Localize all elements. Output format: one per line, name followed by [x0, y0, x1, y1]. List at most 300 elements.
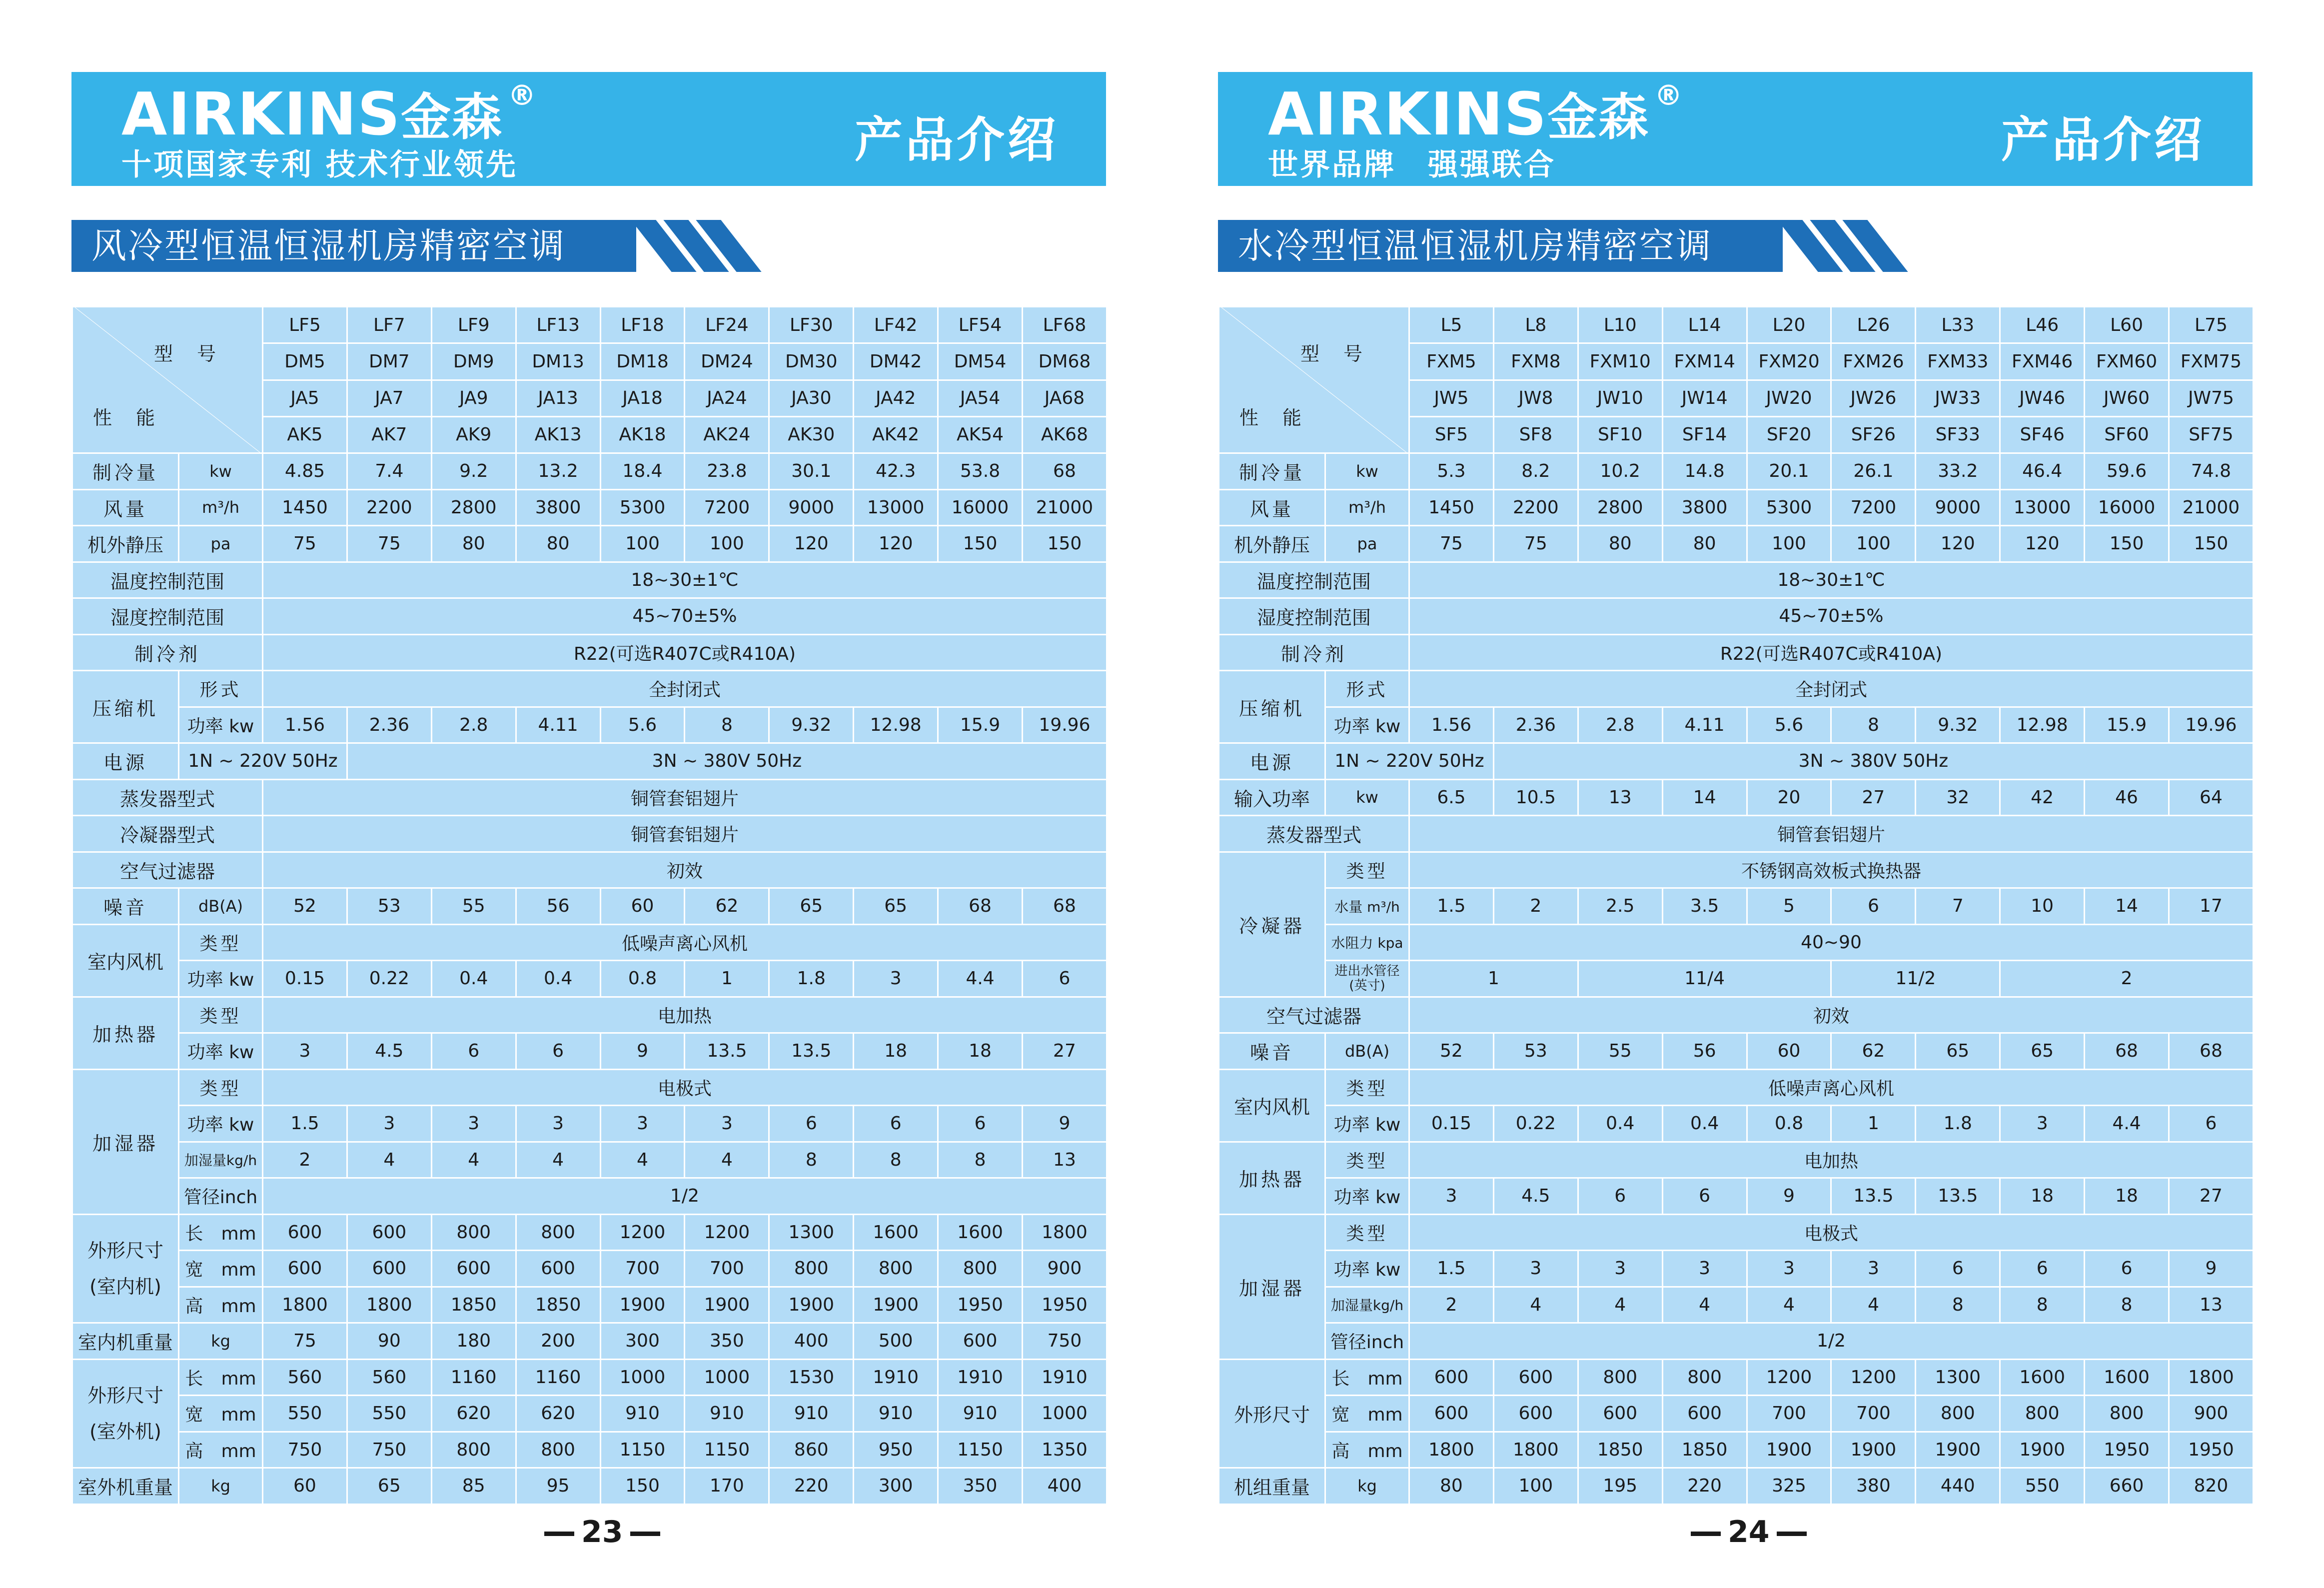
value-cell: 5.3 — [1409, 453, 1494, 490]
value-cell: 550 — [2000, 1468, 2085, 1505]
value-cell: 5 — [1747, 888, 1831, 925]
value-cell: 15.9 — [2085, 707, 2169, 743]
value-cell: 1160 — [431, 1359, 516, 1396]
sub-label: 功率 kw — [179, 707, 263, 743]
value-cell: 27 — [1831, 779, 1916, 816]
value-cell: 9 — [1023, 1106, 1107, 1142]
value-cell: 4.11 — [516, 707, 600, 743]
row-label: 温度控制范围 — [1219, 562, 1409, 598]
value-cell: 1800 — [347, 1287, 431, 1323]
sub-label: 长 mm — [179, 1359, 263, 1396]
table-row — [72, 1468, 1107, 1505]
row-label: 压缩机 — [1219, 671, 1325, 743]
model-cell: FXM8 — [1493, 343, 1578, 380]
value-cell: 120 — [769, 526, 854, 562]
section-title: 水冷型恒温恒湿机房精密空调 — [1218, 220, 1783, 272]
value-cell: 6 — [2169, 1106, 2254, 1142]
value-cell: 13 — [1578, 779, 1662, 816]
row-label: 噪音 — [72, 888, 179, 925]
value-cell: 铜管套铝翅片 — [263, 816, 1107, 852]
value-cell: 195 — [1578, 1468, 1662, 1505]
value-cell: 620 — [516, 1396, 600, 1432]
table-row — [72, 598, 1107, 635]
value-cell: 68 — [1023, 888, 1107, 925]
value-cell: 6 — [2000, 1251, 2085, 1287]
value-cell: 12.98 — [854, 707, 938, 743]
value-cell: 18.4 — [600, 453, 685, 490]
value-cell: 2 — [1493, 888, 1578, 925]
row-label: 压缩机 — [72, 671, 179, 743]
unit-cell: kg — [179, 1323, 263, 1360]
value-cell: 低噪声离心风机 — [1409, 1069, 2254, 1106]
value-cell: 电加热 — [263, 997, 1107, 1033]
value-cell: 8 — [1831, 707, 1916, 743]
value-cell: 45~70±5% — [263, 598, 1107, 635]
value-cell: 4.11 — [1662, 707, 1747, 743]
table-row — [72, 453, 1107, 490]
table-row — [1219, 1287, 2254, 1323]
value-cell: 4 — [685, 1142, 769, 1178]
value-cell: 80 — [1409, 1468, 1494, 1505]
value-cell: 1350 — [1023, 1432, 1107, 1468]
table-row — [72, 634, 1107, 671]
value-cell: 1850 — [1578, 1432, 1662, 1468]
value-cell: 74.8 — [2169, 453, 2254, 490]
value-cell: 3800 — [1662, 489, 1747, 526]
model-cell: L26 — [1831, 307, 1916, 343]
sub-label: 管径inch — [1325, 1323, 1409, 1360]
value-cell: 6 — [769, 1106, 854, 1142]
sub-label: 功率 kw — [1325, 1178, 1409, 1215]
model-cell: FXM26 — [1831, 343, 1916, 380]
value-cell: 910 — [854, 1396, 938, 1432]
value-cell: 750 — [1023, 1323, 1107, 1360]
value-cell: 68 — [1023, 453, 1107, 490]
sub-label: 类型 — [1325, 1214, 1409, 1251]
value-cell: 600 — [1493, 1396, 1578, 1432]
value-cell: 1850 — [516, 1287, 600, 1323]
value-cell: 1300 — [769, 1214, 854, 1251]
row-label: 温度控制范围 — [72, 562, 263, 598]
value-cell: 620 — [431, 1396, 516, 1432]
table-row — [72, 1251, 1107, 1287]
value-cell: 52 — [263, 888, 347, 925]
value-cell: 6.5 — [1409, 779, 1494, 816]
value-cell: 3 — [1747, 1251, 1831, 1287]
value-cell: 1600 — [2085, 1359, 2169, 1396]
value-cell: 1.56 — [263, 707, 347, 743]
value-cell: 3 — [431, 1106, 516, 1142]
value-cell: 13.5 — [769, 1033, 854, 1070]
value-cell: 1/2 — [263, 1178, 1107, 1215]
row-label: 输入功率 — [1219, 779, 1325, 816]
table-row — [72, 1069, 1107, 1106]
value-cell: 170 — [685, 1468, 769, 1505]
value-cell: 18~30±1℃ — [1409, 562, 2254, 598]
value-cell: 3 — [854, 961, 938, 997]
value-cell: 4 — [516, 1142, 600, 1178]
value-cell: 0.4 — [1578, 1106, 1662, 1142]
value-cell: 4.4 — [938, 961, 1023, 997]
value-cell: 铜管套铝翅片 — [263, 779, 1107, 816]
diagonal-line — [1221, 307, 1406, 452]
value-cell: 600 — [938, 1323, 1023, 1360]
value-cell: 1800 — [263, 1287, 347, 1323]
value-cell: 910 — [938, 1396, 1023, 1432]
table-row — [72, 1142, 1107, 1178]
table-row — [1219, 888, 2254, 925]
value-cell: 10.5 — [1493, 779, 1578, 816]
row-label: 机外静压 — [1219, 526, 1325, 562]
row-label: 空气过滤器 — [72, 852, 263, 888]
value-cell: 910 — [600, 1396, 685, 1432]
value-cell: 9.32 — [1916, 707, 2000, 743]
value-cell: 13000 — [2000, 489, 2085, 526]
sub-label: 功率 kw — [1325, 1106, 1409, 1142]
row-label: 外形尺寸 (室内机) — [72, 1214, 179, 1323]
value-cell: 初效 — [263, 852, 1107, 888]
table-row — [1219, 1069, 2254, 1106]
row-label: 外形尺寸 — [1219, 1359, 1325, 1468]
value-cell: 3 — [1662, 1251, 1747, 1287]
value-cell: 100 — [1747, 526, 1831, 562]
value-cell: 27 — [2169, 1178, 2254, 1215]
table-row — [72, 307, 1107, 343]
value-cell: 0.8 — [1747, 1106, 1831, 1142]
value-cell: 95 — [516, 1468, 600, 1505]
value-cell: 电极式 — [263, 1069, 1107, 1106]
value-cell: 8.2 — [1493, 453, 1578, 490]
value-cell: 2200 — [1493, 489, 1578, 526]
header-perf-label: 性能 — [93, 407, 179, 429]
value-cell: 9 — [2169, 1251, 2254, 1287]
value-cell: 6 — [1578, 1178, 1662, 1215]
value-cell: 60 — [1747, 1033, 1831, 1070]
value-cell: 700 — [685, 1251, 769, 1287]
sub-label: 高 mm — [179, 1432, 263, 1468]
sub-label: 水量 m³/h — [1325, 888, 1409, 925]
value-cell: 电极式 — [1409, 1214, 2254, 1251]
row-label: 风量 — [1219, 489, 1325, 526]
value-cell: 350 — [938, 1468, 1023, 1505]
model-cell: JA68 — [1023, 380, 1107, 416]
value-cell: 8 — [938, 1142, 1023, 1178]
value-cell: 0.15 — [1409, 1106, 1494, 1142]
table-row — [72, 489, 1107, 526]
value-cell: 铜管套铝翅片 — [1409, 816, 2254, 852]
row-label: 噪音 — [1219, 1033, 1325, 1070]
value-cell: 21000 — [2169, 489, 2254, 526]
table-row — [1219, 707, 2254, 743]
model-cell: FXM60 — [2085, 343, 2169, 380]
model-cell: JW10 — [1578, 380, 1662, 416]
model-cell: AK7 — [347, 416, 431, 453]
model-cell: LF13 — [516, 307, 600, 343]
value-cell: 17 — [2169, 888, 2254, 925]
value-cell: 1N ~ 220V 50Hz — [179, 743, 347, 780]
table-row — [1219, 816, 2254, 852]
value-cell: 21000 — [1023, 489, 1107, 526]
value-cell: 560 — [347, 1359, 431, 1396]
table-row — [1219, 1033, 2254, 1070]
model-cell: L60 — [2085, 307, 2169, 343]
model-cell: DM7 — [347, 343, 431, 380]
value-cell: 8 — [1916, 1287, 2000, 1323]
value-cell: 80 — [1578, 526, 1662, 562]
value-cell: 1900 — [1747, 1432, 1831, 1468]
value-cell: 800 — [2000, 1396, 2085, 1432]
value-cell: 120 — [1916, 526, 2000, 562]
value-cell: 7 — [1916, 888, 2000, 925]
unit-cell: m³/h — [1325, 489, 1409, 526]
value-cell: 4 — [1493, 1287, 1578, 1323]
model-cell: LF42 — [854, 307, 938, 343]
table-row — [72, 1033, 1107, 1070]
value-cell: 52 — [1409, 1033, 1494, 1070]
value-cell: 800 — [1662, 1359, 1747, 1396]
value-cell: 800 — [1578, 1359, 1662, 1396]
value-cell: 80 — [1662, 526, 1747, 562]
value-cell: 220 — [769, 1468, 854, 1505]
value-cell: 16000 — [938, 489, 1023, 526]
sub-label: 宽 mm — [179, 1396, 263, 1432]
table-row — [1219, 1251, 2254, 1287]
table-row — [1219, 852, 2254, 888]
value-cell: 62 — [685, 888, 769, 925]
value-cell: 18 — [938, 1033, 1023, 1070]
value-cell: 800 — [431, 1432, 516, 1468]
model-cell: FXM14 — [1662, 343, 1747, 380]
value-cell: 700 — [1747, 1396, 1831, 1432]
table-row — [72, 816, 1107, 852]
header-banner — [1218, 72, 2253, 186]
value-cell: 75 — [1493, 526, 1578, 562]
header-diagonal-cell — [1219, 307, 1409, 453]
value-cell: 2.8 — [1578, 707, 1662, 743]
value-cell: 1200 — [685, 1214, 769, 1251]
model-cell: JA42 — [854, 380, 938, 416]
value-cell: 1950 — [2169, 1432, 2254, 1468]
value-cell: 0.15 — [263, 961, 347, 997]
value-cell: 2.8 — [431, 707, 516, 743]
value-cell: 10 — [2000, 888, 2085, 925]
model-cell: DM68 — [1023, 343, 1107, 380]
model-cell: AK54 — [938, 416, 1023, 453]
value-cell: 4 — [600, 1142, 685, 1178]
value-cell: 6 — [1916, 1251, 2000, 1287]
value-cell: 32 — [1916, 779, 2000, 816]
table-row — [72, 1359, 1107, 1396]
spec-table — [71, 306, 1108, 1505]
value-cell: 1910 — [1023, 1359, 1107, 1396]
value-cell: 55 — [1578, 1033, 1662, 1070]
slogan: 十项国家专利 技术行业领先 — [121, 147, 518, 182]
value-cell: 750 — [347, 1432, 431, 1468]
value-cell: 19.96 — [2169, 707, 2254, 743]
model-cell: LF18 — [600, 307, 685, 343]
model-cell: JA54 — [938, 380, 1023, 416]
value-cell: 9.32 — [769, 707, 854, 743]
model-cell: L20 — [1747, 307, 1831, 343]
row-label: 制冷量 — [72, 453, 179, 490]
header-diagonal-cell — [72, 307, 263, 453]
value-cell: 6 — [1831, 888, 1916, 925]
table-row — [1219, 1106, 2254, 1142]
value-cell: 1950 — [1023, 1287, 1107, 1323]
value-cell: 600 — [1409, 1396, 1494, 1432]
value-cell: 400 — [1023, 1468, 1107, 1505]
model-cell: SF26 — [1831, 416, 1916, 453]
model-cell: SF8 — [1493, 416, 1578, 453]
value-cell: 初效 — [1409, 997, 2254, 1033]
value-cell: 3N ~ 380V 50Hz — [1493, 743, 2253, 780]
value-cell: 75 — [263, 1323, 347, 1360]
value-cell: 2 — [1409, 1287, 1494, 1323]
value-cell: 3 — [347, 1106, 431, 1142]
value-cell: 53.8 — [938, 453, 1023, 490]
model-cell: SF60 — [2085, 416, 2169, 453]
sub-label: 类型 — [1325, 1142, 1409, 1178]
model-cell: SF75 — [2169, 416, 2254, 453]
sub-label: 功率 kw — [179, 961, 263, 997]
value-cell: 1900 — [2000, 1432, 2085, 1468]
value-cell: 6 — [431, 1033, 516, 1070]
table-row — [72, 671, 1107, 707]
value-cell: 5300 — [600, 489, 685, 526]
value-cell: 1910 — [938, 1359, 1023, 1396]
value-cell: 46.4 — [2000, 453, 2085, 490]
value-cell: R22(可选R407C或R410A) — [1409, 634, 2254, 671]
value-cell: 1/2 — [1409, 1323, 2254, 1360]
model-cell: JA7 — [347, 380, 431, 416]
table-row — [1219, 562, 2254, 598]
value-cell: 53 — [1493, 1033, 1578, 1070]
brand-logo: AIRKINS金森 ® — [121, 79, 537, 148]
table-row — [72, 888, 1107, 925]
value-cell: 180 — [431, 1323, 516, 1360]
value-cell: 1.5 — [1409, 888, 1494, 925]
model-cell: JA5 — [263, 380, 347, 416]
value-cell: 13 — [1023, 1142, 1107, 1178]
model-cell: JW8 — [1493, 380, 1578, 416]
sub-label: 类型 — [179, 924, 263, 961]
value-cell: 100 — [685, 526, 769, 562]
value-cell: 0.4 — [516, 961, 600, 997]
value-cell: 13000 — [854, 489, 938, 526]
model-cell: DM18 — [600, 343, 685, 380]
slogan: 世界品牌 强强联合 — [1268, 147, 1556, 182]
value-cell: 600 — [263, 1251, 347, 1287]
row-label: 制冷量 — [1219, 453, 1325, 490]
model-cell: AK18 — [600, 416, 685, 453]
value-cell: 660 — [2085, 1468, 2169, 1505]
unit-cell: kg — [179, 1468, 263, 1505]
value-cell: 1910 — [854, 1359, 938, 1396]
value-cell: 0.8 — [600, 961, 685, 997]
value-cell: 600 — [263, 1214, 347, 1251]
value-cell: 1850 — [431, 1287, 516, 1323]
unit-cell: kw — [179, 453, 263, 490]
value-cell: 59.6 — [2085, 453, 2169, 490]
model-cell: JW14 — [1662, 380, 1747, 416]
unit-cell: kg — [1325, 1468, 1409, 1505]
header-perf-label: 性能 — [1239, 407, 1326, 429]
section-title: 风冷型恒温恒湿机房精密空调 — [71, 220, 636, 272]
row-label: 制冷剂 — [1219, 634, 1409, 671]
row-label: 加热器 — [1219, 1142, 1325, 1214]
sub-label: 功率 kw — [179, 1106, 263, 1142]
value-cell: 1300 — [1916, 1359, 2000, 1396]
row-label: 加湿器 — [72, 1069, 179, 1214]
table-row — [1219, 743, 2254, 780]
model-cell: SF5 — [1409, 416, 1494, 453]
value-cell: 150 — [2085, 526, 2169, 562]
model-cell: FXM46 — [2000, 343, 2085, 380]
value-cell: 150 — [2169, 526, 2254, 562]
model-cell: L10 — [1578, 307, 1662, 343]
value-cell: 13.2 — [516, 453, 600, 490]
value-cell: 600 — [431, 1251, 516, 1287]
model-cell: JW60 — [2085, 380, 2169, 416]
value-cell: 4 — [1578, 1287, 1662, 1323]
value-cell: 3 — [1409, 1178, 1494, 1215]
value-cell: 2800 — [1578, 489, 1662, 526]
sub-label: 高 mm — [1325, 1432, 1409, 1468]
table-row — [72, 526, 1107, 562]
model-cell: LF9 — [431, 307, 516, 343]
row-label: 空气过滤器 — [1219, 997, 1409, 1033]
model-cell: DM54 — [938, 343, 1023, 380]
row-label: 电源 — [72, 743, 179, 780]
value-cell: 750 — [263, 1432, 347, 1468]
value-cell: 0.4 — [1662, 1106, 1747, 1142]
value-cell: 120 — [854, 526, 938, 562]
row-label: 室内风机 — [72, 924, 179, 997]
value-cell: 6 — [516, 1033, 600, 1070]
banner-title: 产品介绍 — [2001, 112, 2205, 168]
value-cell: 600 — [1578, 1396, 1662, 1432]
section-header — [71, 220, 721, 272]
value-cell: 700 — [1831, 1396, 1916, 1432]
value-cell: 1N ~ 220V 50Hz — [1325, 743, 1494, 780]
model-cell: LF30 — [769, 307, 854, 343]
unit-cell: dB(A) — [179, 888, 263, 925]
model-cell: SF10 — [1578, 416, 1662, 453]
value-cell: 800 — [431, 1214, 516, 1251]
value-cell: 800 — [769, 1251, 854, 1287]
value-cell: 4 — [1831, 1287, 1916, 1323]
table-row — [72, 852, 1107, 888]
model-cell: JW20 — [1747, 380, 1831, 416]
value-cell: 1850 — [1662, 1432, 1747, 1468]
value-cell: 120 — [2000, 526, 2085, 562]
value-cell: 18 — [854, 1033, 938, 1070]
value-cell: 1950 — [2085, 1432, 2169, 1468]
row-label: 机组重量 — [1219, 1468, 1325, 1505]
value-cell: 8 — [685, 707, 769, 743]
value-cell: 80 — [516, 526, 600, 562]
value-cell: 65 — [2000, 1033, 2085, 1070]
value-cell: 1 — [1409, 961, 1578, 997]
table-row — [1219, 1214, 2254, 1251]
value-cell: 5.6 — [1747, 707, 1831, 743]
value-cell: 电加热 — [1409, 1142, 2254, 1178]
value-cell: 600 — [1409, 1359, 1494, 1396]
model-cell: AK9 — [431, 416, 516, 453]
model-cell: JA30 — [769, 380, 854, 416]
value-cell: 1900 — [1831, 1432, 1916, 1468]
table-row — [1219, 1396, 2254, 1432]
